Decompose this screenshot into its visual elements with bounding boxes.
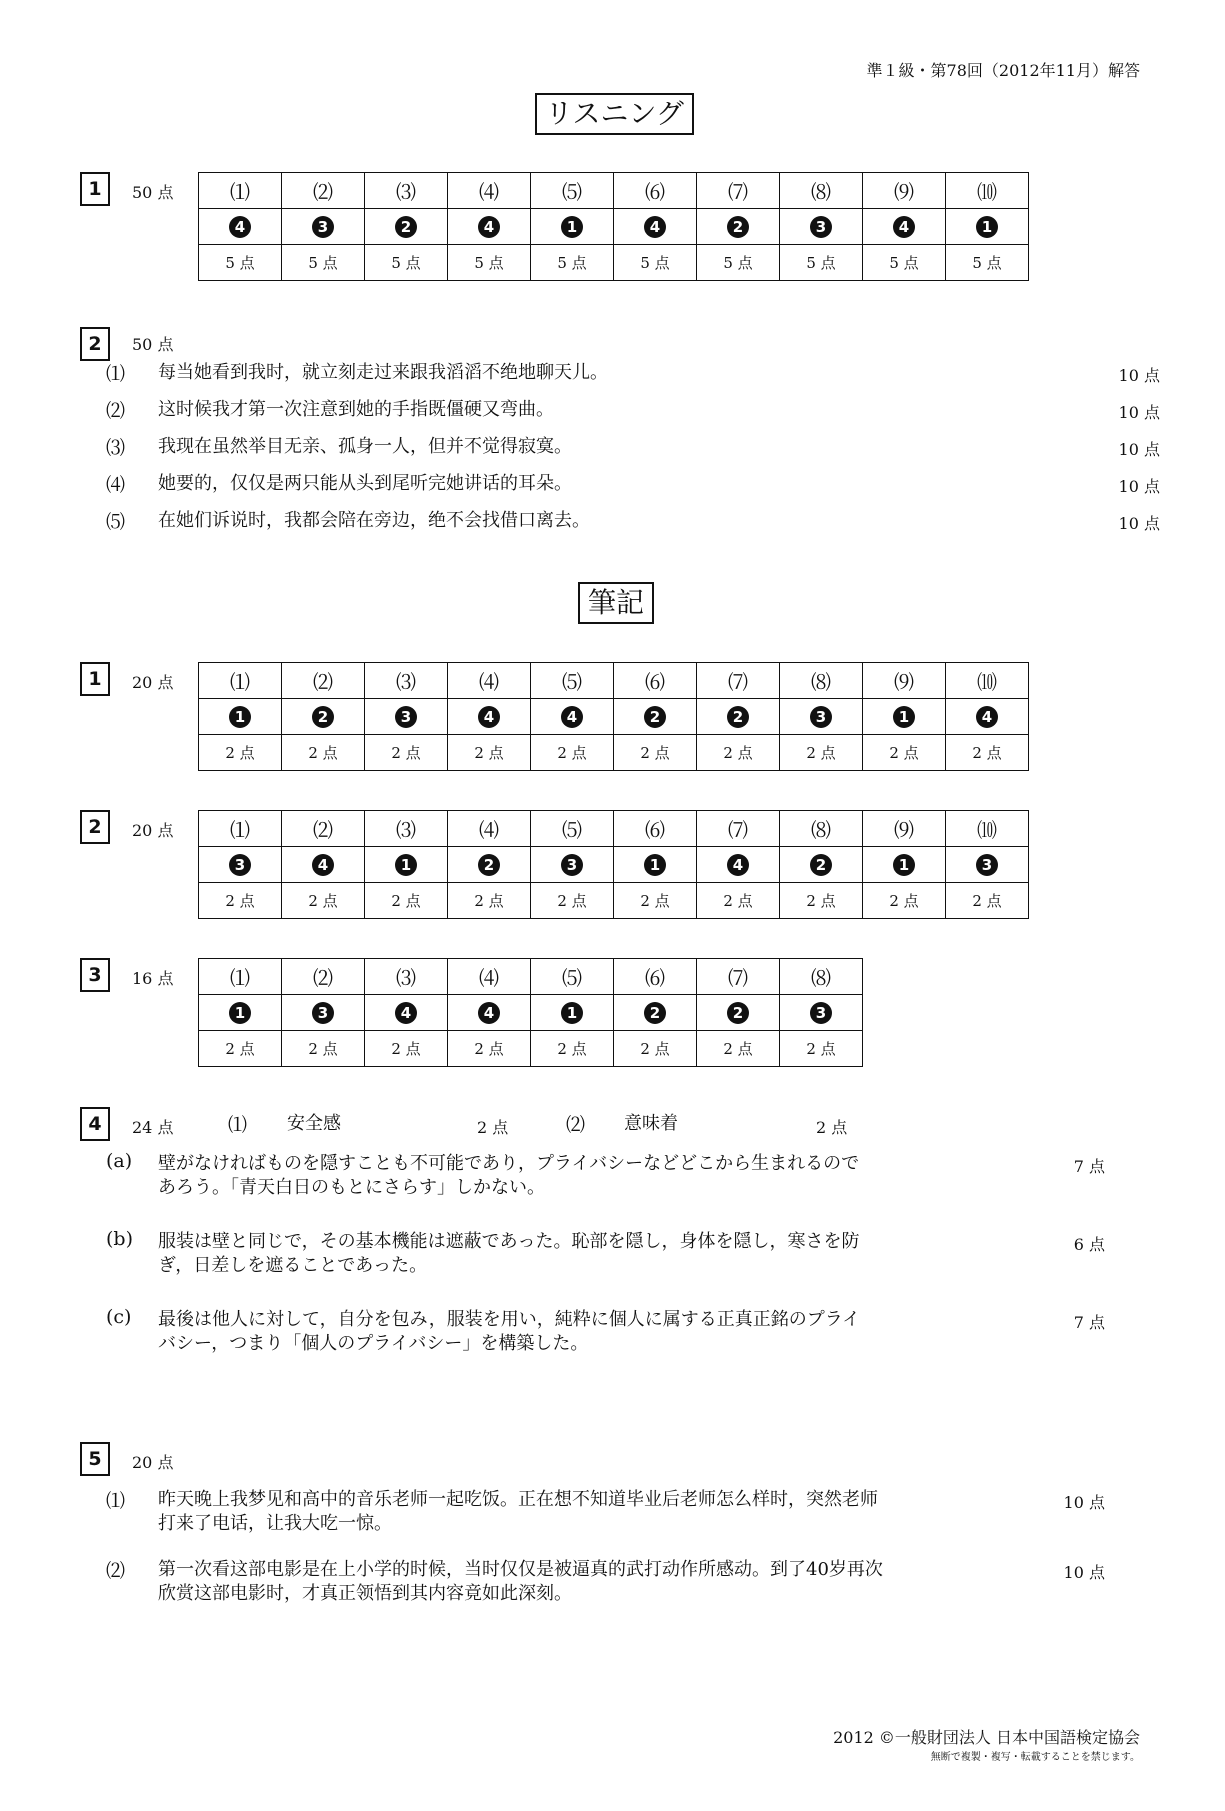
- score-cell: 5 点: [199, 245, 282, 281]
- question-number-cell: ⑸: [531, 959, 614, 995]
- writing-q5-item-label: ⑵: [106, 1560, 126, 1582]
- score-cell: 5 点: [365, 245, 448, 281]
- question-number-cell: ⑹: [614, 959, 697, 995]
- question-number-cell: ⑸: [531, 173, 614, 209]
- answer-cell: [282, 995, 365, 1031]
- score-cell: 2 点: [863, 883, 946, 919]
- score-cell: 2 点: [614, 883, 697, 919]
- score-cell: 2 点: [365, 735, 448, 771]
- score-cell: 5 点: [946, 245, 1029, 281]
- answer-choice-badge: 1: [561, 1002, 583, 1024]
- answer-cell: [780, 209, 863, 245]
- answer-choice-badge: 4: [893, 216, 915, 238]
- score-cell: 2 点: [614, 1031, 697, 1067]
- question-number-cell: ⑹: [614, 663, 697, 699]
- answer-cell: [780, 995, 863, 1031]
- score-cell: 2 点: [531, 1031, 614, 1067]
- answer-cell: [365, 209, 448, 245]
- writing-q5-item-line2: 打来了电话，让我大吃一惊。: [158, 1513, 392, 1534]
- question-number-cell: ⑹: [614, 811, 697, 847]
- score-cell: 2 点: [946, 735, 1029, 771]
- writing-q3-points: 16 点: [132, 969, 174, 988]
- writing-q4-item-line1: 最後は他人に対して，自分を包み，服装を用い，純粋に個人に属する正真正銘のプライ: [158, 1309, 861, 1330]
- score-cell: 2 点: [863, 735, 946, 771]
- writing-q4-item-points: 7 点: [1073, 1313, 1105, 1332]
- answer-cell: [780, 699, 863, 735]
- answer-choice-badge: 2: [727, 1002, 749, 1024]
- question-number-cell: ⑷: [448, 173, 531, 209]
- answer-cell: [448, 847, 531, 883]
- question-number-cell: ⑵: [282, 811, 365, 847]
- answer-cell: [946, 209, 1029, 245]
- answer-choice-badge: 4: [478, 1002, 500, 1024]
- answer-cell: [199, 699, 282, 735]
- question-number-cell: ⑻: [780, 959, 863, 995]
- listening-q2-item-points: 10 点: [1118, 403, 1160, 422]
- question-number-cell: ⑴: [199, 663, 282, 699]
- page-header-title: 準１級・第78回（2012年11月）解答: [866, 61, 1140, 80]
- answer-cell: [697, 209, 780, 245]
- question-number-cell: ⑻: [780, 663, 863, 699]
- answer-choice-badge: 4: [478, 706, 500, 728]
- score-cell: 2 点: [282, 735, 365, 771]
- writing-q4-item-line2: ぎ，日差しを遮ることであった。: [158, 1255, 428, 1276]
- score-cell: 2 点: [780, 883, 863, 919]
- answer-cell: [282, 847, 365, 883]
- answer-cell: [531, 209, 614, 245]
- answer-choice-badge: 1: [561, 216, 583, 238]
- question-number-cell: ⑻: [780, 173, 863, 209]
- answer-cell: [199, 995, 282, 1031]
- score-cell: 2 点: [448, 883, 531, 919]
- answer-cell: [448, 995, 531, 1031]
- writing-q4-sub2-points: 2 点: [816, 1118, 848, 1137]
- writing-q2-answer-table: [198, 810, 1029, 919]
- question-number-cell: ⑼: [863, 173, 946, 209]
- listening-q2-number: 2: [80, 327, 110, 361]
- question-number-cell: ⑵: [282, 173, 365, 209]
- answer-choice-badge: 2: [810, 854, 832, 876]
- score-cell: 2 点: [697, 883, 780, 919]
- writing-q4-item-label: (a): [106, 1150, 133, 1172]
- answer-choice-badge: 4: [478, 216, 500, 238]
- question-number-cell: ⑶: [365, 663, 448, 699]
- answer-cell: [946, 847, 1029, 883]
- question-number-cell: ⑴: [199, 959, 282, 995]
- listening-q2-item-text: 这时候我才第一次注意到她的手指既僵硬又弯曲。: [158, 399, 554, 420]
- writing-q5-points: 20 点: [132, 1453, 174, 1472]
- answer-choice-badge: 4: [727, 854, 749, 876]
- answer-choice-badge: 3: [810, 706, 832, 728]
- answer-cell: [614, 699, 697, 735]
- writing-q2-points: 20 点: [132, 821, 174, 840]
- score-cell: 2 点: [199, 735, 282, 771]
- answer-choice-badge: 2: [727, 706, 749, 728]
- score-cell: 2 点: [282, 1031, 365, 1067]
- answer-cell: [448, 699, 531, 735]
- writing-q1-points: 20 点: [132, 673, 174, 692]
- question-number-cell: ⑶: [365, 173, 448, 209]
- writing-q4-sub1-answer: 安全感: [287, 1113, 341, 1134]
- question-number-cell: ⑺: [697, 811, 780, 847]
- question-number-cell: ⑽: [946, 663, 1029, 699]
- question-number-cell: ⑸: [531, 663, 614, 699]
- writing-q4-item-line1: 服装は壁と同じで，その基本機能は遮蔽であった。恥部を隠し，身体を隠し，寒さを防: [158, 1231, 860, 1252]
- answer-cell: [448, 209, 531, 245]
- score-cell: 2 点: [365, 1031, 448, 1067]
- listening-q2-item-label: ⑸: [106, 511, 126, 533]
- answer-cell: [697, 699, 780, 735]
- answer-cell: [365, 995, 448, 1031]
- writing-q4-item-label: (b): [106, 1228, 133, 1250]
- answer-choice-badge: 1: [893, 854, 915, 876]
- writing-q4-item-line2: あろう。「青天白日のもとにさらす」しかない。: [158, 1177, 545, 1198]
- answer-choice-badge: 2: [727, 216, 749, 238]
- answer-cell: [863, 209, 946, 245]
- writing-q5-item-label: ⑴: [106, 1490, 126, 1512]
- question-number-cell: ⑺: [697, 959, 780, 995]
- answer-choice-badge: 3: [810, 1002, 832, 1024]
- answer-choice-badge: 3: [561, 854, 583, 876]
- score-cell: 5 点: [448, 245, 531, 281]
- listening-q2-item-label: ⑶: [106, 437, 126, 459]
- answer-cell: [199, 847, 282, 883]
- score-cell: 2 点: [448, 735, 531, 771]
- question-number-cell: ⑽: [946, 811, 1029, 847]
- listening-q1-points: 50 点: [132, 183, 174, 202]
- answer-choice-badge: 2: [644, 706, 666, 728]
- answer-choice-badge: 4: [976, 706, 998, 728]
- writing-q5-item-line1: 第一次看这部电影是在上小学的时候，当时仅仅是被逼真的武打动作所感动。到了40岁再次: [158, 1559, 883, 1580]
- score-cell: 2 点: [780, 735, 863, 771]
- score-cell: 2 点: [365, 883, 448, 919]
- answer-choice-badge: 4: [229, 216, 251, 238]
- answer-choice-badge: 2: [395, 216, 417, 238]
- answer-choice-badge: 3: [976, 854, 998, 876]
- answer-cell: [365, 699, 448, 735]
- answer-choice-badge: 4: [312, 854, 334, 876]
- question-number-cell: ⑺: [697, 663, 780, 699]
- answer-choice-badge: 3: [395, 706, 417, 728]
- writing-q3-answer-table: [198, 958, 863, 1067]
- score-cell: 5 点: [614, 245, 697, 281]
- writing-q4-item-line2: バシー，つまり「個人のプライバシー」を構築した。: [158, 1333, 589, 1354]
- answer-cell: [863, 699, 946, 735]
- question-number-cell: ⑹: [614, 173, 697, 209]
- answer-choice-badge: 3: [810, 216, 832, 238]
- writing-q4-item-label: (c): [106, 1306, 132, 1328]
- writing-q5-item-line1: 昨天晚上我梦见和高中的音乐老师一起吃饭。正在想不知道毕业后老师怎么样时，突然老师: [158, 1489, 878, 1510]
- listening-q2-item-text: 在她们诉说时，我都会陪在旁边，绝不会找借口离去。: [158, 510, 590, 531]
- score-cell: 2 点: [199, 883, 282, 919]
- writing-section-title: 筆記: [578, 582, 654, 624]
- score-cell: 5 点: [531, 245, 614, 281]
- score-cell: 2 点: [199, 1031, 282, 1067]
- answer-cell: [365, 847, 448, 883]
- answer-cell: [697, 847, 780, 883]
- writing-q1-answer-table: [198, 662, 1029, 771]
- answer-cell: [863, 847, 946, 883]
- answer-cell: [282, 209, 365, 245]
- footer-note: 無断で複製・複写・転載することを禁じます。: [930, 1752, 1140, 1763]
- listening-q2-item-points: 10 点: [1118, 366, 1160, 385]
- answer-choice-badge: 3: [312, 216, 334, 238]
- listening-q2-item-points: 10 点: [1118, 477, 1160, 496]
- writing-q3-number: 3: [80, 958, 110, 992]
- answer-choice-badge: 4: [644, 216, 666, 238]
- question-number-cell: ⑺: [697, 173, 780, 209]
- question-number-cell: ⑷: [448, 663, 531, 699]
- answer-choice-badge: 1: [229, 706, 251, 728]
- score-cell: 2 点: [697, 735, 780, 771]
- score-cell: 2 点: [531, 883, 614, 919]
- listening-q2-item-points: 10 点: [1118, 440, 1160, 459]
- question-number-cell: ⑷: [448, 811, 531, 847]
- answer-cell: [614, 847, 697, 883]
- score-cell: 5 点: [780, 245, 863, 281]
- answer-choice-badge: 2: [478, 854, 500, 876]
- answer-choice-badge: 1: [976, 216, 998, 238]
- answer-cell: [697, 995, 780, 1031]
- listening-q2-item-text: 她要的，仅仅是两只能从头到尾听完她讲话的耳朵。: [158, 473, 572, 494]
- answer-choice-badge: 1: [893, 706, 915, 728]
- score-cell: 2 点: [448, 1031, 531, 1067]
- question-number-cell: ⑼: [863, 663, 946, 699]
- listening-q1-answer-table: [198, 172, 1029, 281]
- listening-q1-number: 1: [80, 172, 110, 206]
- writing-q4-item-points: 6 点: [1073, 1235, 1105, 1254]
- listening-q2-item-label: ⑵: [106, 400, 126, 422]
- question-number-cell: ⑶: [365, 959, 448, 995]
- listening-section-title: リスニング: [535, 93, 694, 135]
- answer-cell: [946, 699, 1029, 735]
- footer-copyright: 2012 ©一般財団法人 日本中国語検定協会: [833, 1728, 1140, 1747]
- writing-q4-sub2-answer: 意味着: [624, 1113, 678, 1134]
- answer-cell: [614, 209, 697, 245]
- question-number-cell: ⑸: [531, 811, 614, 847]
- answer-choice-badge: 1: [395, 854, 417, 876]
- listening-q2-item-label: ⑷: [106, 474, 126, 496]
- answer-cell: [282, 699, 365, 735]
- question-number-cell: ⑴: [199, 811, 282, 847]
- listening-q2-item-text: 我现在虽然举目无亲、孤身一人，但并不觉得寂寞。: [158, 436, 572, 457]
- answer-cell: [780, 847, 863, 883]
- writing-q5-item-points: 10 点: [1063, 1563, 1105, 1582]
- answer-choice-badge: 1: [644, 854, 666, 876]
- listening-q2-points: 50 点: [132, 335, 174, 354]
- answer-cell: [199, 209, 282, 245]
- score-cell: 2 点: [614, 735, 697, 771]
- answer-cell: [531, 847, 614, 883]
- answer-cell: [531, 995, 614, 1031]
- writing-q5-item-line2: 欣赏这部电影时，才真正领悟到其内容竟如此深刻。: [158, 1583, 572, 1604]
- question-number-cell: ⑵: [282, 663, 365, 699]
- writing-q4-sub1-label: ⑴: [228, 1114, 248, 1136]
- listening-q2-item-text: 每当她看到我时，就立刻走过来跟我滔滔不绝地聊天儿。: [158, 362, 608, 383]
- answer-choice-badge: 2: [312, 706, 334, 728]
- question-number-cell: ⑽: [946, 173, 1029, 209]
- question-number-cell: ⑴: [199, 173, 282, 209]
- writing-q4-sub1-points: 2 点: [477, 1118, 509, 1137]
- writing-q1-number: 1: [80, 662, 110, 696]
- answer-choice-badge: 3: [229, 854, 251, 876]
- question-number-cell: ⑶: [365, 811, 448, 847]
- writing-q5-item-points: 10 点: [1063, 1493, 1105, 1512]
- listening-q2-item-points: 10 点: [1118, 514, 1160, 533]
- writing-q4-sub2-label: ⑵: [566, 1114, 586, 1136]
- answer-choice-badge: 4: [395, 1002, 417, 1024]
- writing-q4-item-line1: 壁がなければものを隠すことも不可能であり，プライバシーなどどこから生まれるので: [158, 1153, 860, 1174]
- score-cell: 5 点: [697, 245, 780, 281]
- writing-q2-number: 2: [80, 810, 110, 844]
- answer-choice-badge: 3: [312, 1002, 334, 1024]
- writing-q4-item-points: 7 点: [1073, 1157, 1105, 1176]
- question-number-cell: ⑻: [780, 811, 863, 847]
- question-number-cell: ⑵: [282, 959, 365, 995]
- writing-q5-number: 5: [80, 1442, 110, 1476]
- writing-q4-number: 4: [80, 1107, 110, 1141]
- answer-cell: [531, 699, 614, 735]
- listening-q2-item-label: ⑴: [106, 363, 126, 385]
- answer-choice-badge: 1: [229, 1002, 251, 1024]
- answer-choice-badge: 2: [644, 1002, 666, 1024]
- question-number-cell: ⑷: [448, 959, 531, 995]
- score-cell: 5 点: [863, 245, 946, 281]
- score-cell: 2 点: [780, 1031, 863, 1067]
- answer-cell: [614, 995, 697, 1031]
- score-cell: 5 点: [282, 245, 365, 281]
- question-number-cell: ⑼: [863, 811, 946, 847]
- score-cell: 2 点: [946, 883, 1029, 919]
- score-cell: 2 点: [697, 1031, 780, 1067]
- score-cell: 2 点: [282, 883, 365, 919]
- writing-q4-points: 24 点: [132, 1118, 174, 1137]
- answer-choice-badge: 4: [561, 706, 583, 728]
- score-cell: 2 点: [531, 735, 614, 771]
